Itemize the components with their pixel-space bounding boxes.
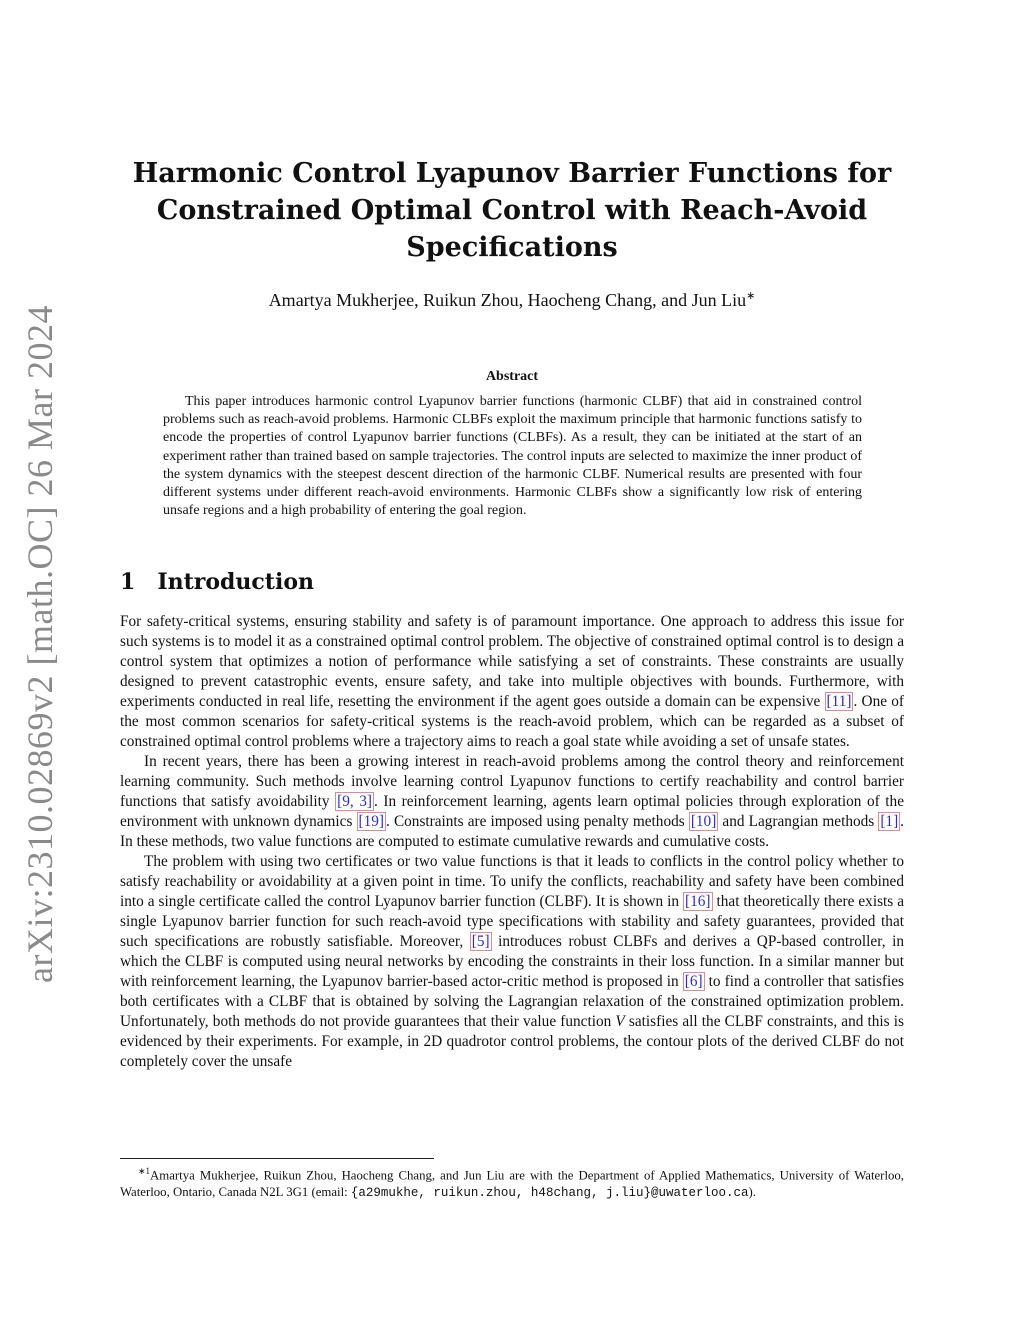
paper-title [120, 155, 904, 266]
paragraph-2-text-e: . In these methods, two value functions are computed to estimate cumulative rewards and cumulative costs. [120, 813, 904, 850]
section-title: Introduction [157, 569, 314, 595]
citation-link[interactable]: [16] [685, 893, 711, 910]
footnote-end: ). [748, 1185, 756, 1200]
paragraph-3-text-b: that theoretically there exists a single Lyapunov barrier function for such reach-avoid type specifications with stability and safety guarantees, provided that such specifications are robustly satisfiable. Moreover, [120, 893, 905, 950]
citation-link[interactable]: [10] [690, 813, 717, 830]
citation-link[interactable]: [11] [826, 693, 852, 710]
paragraph-3 [120, 852, 904, 1072]
title-line-3: Specifications [406, 232, 618, 263]
paragraph-2 [120, 752, 904, 852]
abstract-heading: Abstract [485, 369, 539, 384]
author-list [120, 289, 904, 311]
paragraph-3-text-d: to find a controller that satisfies both certificates with a CLBF that is obtained by solving the Lagrangian relaxation of the constrained optimization problem. Unfortunately, both methods do not provide guarantees that their value function [120, 973, 905, 1030]
paragraph-1-text-b: . One of the most common scenarios for safety-critical systems is the reach-avoid problem, which can be regarded as a subset of constrained optimal control problems where a trajectory aims to reach a goal state while avoiding a set of unsafe states. [120, 693, 905, 750]
section-heading-introduction [120, 569, 314, 595]
paragraph-3-text-e: satisfies all the CLBF constraints, and this is evidenced by their experiments. For example, in 2D quadrotor control problems, the contour plots of the derived CLBF do not completely cover the unsafe [120, 1013, 904, 1070]
abstract-text: This paper introduces harmonic control Lyapunov barrier functions (harmonic CLBF) that aid in constrained control problems such as reach-avoid problems. Harmonic CLBFs exploit the maximum principle that harmonic functions satisfy to encode the properties of control Lyapunov barrier functions (CLBFs). As a result, they can be initiated at the start of an experiment rather than trained based on sample trajectories. The control inputs are selected to maximize the inner product of the system dynamics with the steepest descent direction of the harmonic CLBF. Numerical results are presented with four different systems under different reach-avoid environments. Harmonic CLBFs show a significantly low risk of entering unsafe regions and a high probability of entering the goal region. [163, 394, 862, 519]
paragraph-2-text-a: In recent years, there has been a growing interest in reach-avoid problems among the control theory and reinforcement learning community. Such methods involve learning control Lyapunov functions to certify reachability and control barrier functions that satisfy avoidability [120, 753, 904, 810]
footnote [120, 1163, 904, 1202]
author-names: Amartya Mukherjee, Ruikun Zhou, Haocheng Chang, and Jun Liu [268, 290, 747, 310]
citation-link[interactable]: [1] [880, 813, 899, 830]
variable-v: V [615, 1013, 625, 1030]
paragraph-2-text-d: and Lagrangian methods [718, 813, 879, 830]
paragraph-1 [120, 612, 904, 752]
footnote-emails: {a29mukhe, ruikun.zhou, h48chang, j.liu}@uwaterloo.ca [350, 1186, 749, 1201]
paragraph-3-text-c: introduces robust CLBFs and derives a QP-based controller, in which the CLBF is computed using neural networks by encoding the constraints in their loss function. In a similar manner but with reinforcement learning, the Lyapunov barrier-based actor-critic method is proposed in [120, 933, 904, 990]
section-number: 1 [120, 569, 136, 595]
footnote-text: Amartya Mukherjee, Ruikun Zhou, Haocheng Chang, and Jun Liu are with the Department of Applied Mathematics, University of Waterloo, Waterloo, Ontario, Canada N2L 3G1 (email: [120, 1168, 904, 1200]
title-line-2: Constrained Optimal Control with Reach-Avoid [156, 195, 868, 226]
introduction-body [120, 612, 904, 1072]
title-line-1: Harmonic Control Lyapunov Barrier Functions for [132, 158, 892, 189]
footnote-divider [120, 1158, 434, 1159]
paragraph-2-text-b: . In reinforcement learning, agents learn optimal policies through exploration of the environment with unknown dynamics [120, 793, 904, 830]
citation-link[interactable]: [9, 3] [337, 793, 372, 810]
citation-link[interactable]: [19] [358, 813, 385, 830]
arxiv-identifier [15, 305, 65, 983]
footnote-mark: ∗1 [138, 1166, 151, 1176]
paragraph-1-text-a: For safety-critical systems, ensuring stability and safety is of paramount importance. One approach to address this issue for such systems is to model it as a constrained optimal control problem. The objective of constrained optimal control is to design a control system that optimizes a notion of performance while satisfying a set of constraints. These constraints are usually designed to prevent catastrophic events, ensure safety, and take into multiple objectives with bounds. Furthermore, with experiments conducted in real life, resetting the environment if the agent goes outside a domain can be expensive [120, 613, 904, 710]
citation-link[interactable]: [6] [684, 973, 703, 990]
citation-link[interactable]: [5] [471, 933, 490, 950]
paragraph-2-text-c: . Constraints are imposed using penalty methods [386, 813, 689, 830]
arxiv-identifier-text: arXiv:2310.02869v2 [math.OC] 26 Mar 2024 [20, 305, 61, 983]
author-footnote-mark: ∗ [746, 290, 756, 302]
paragraph-3-text-a: The problem with using two certificates or two value functions is that it leads to conflicts in the control policy whether to satisfy reachability or avoidability at a given point in time. To unify the conflicts, reachability and safety have been combined into a single certificate called the control Lyapunov barrier function (CLBF). It is shown in [120, 853, 904, 910]
